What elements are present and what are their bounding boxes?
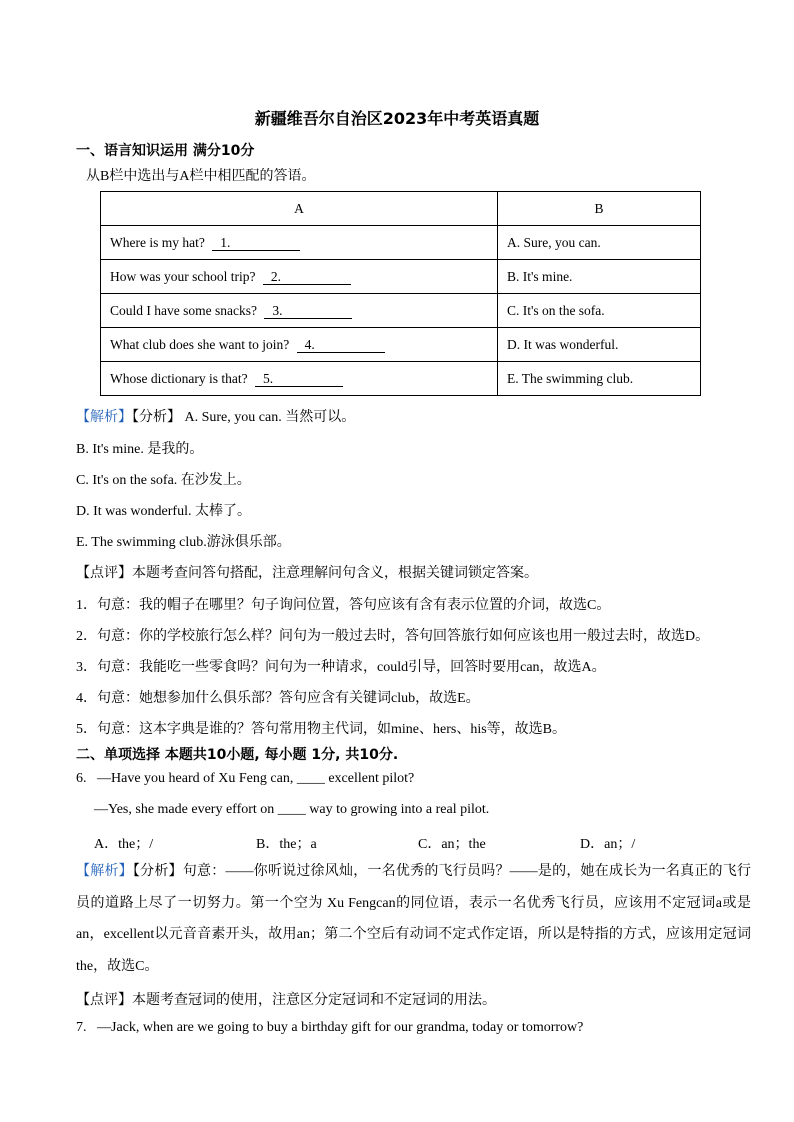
explanation-line: 3．句意：我能吃一些零食吗？问句为一种请求，could引导，回答时要用can，故选A。 [76, 660, 606, 675]
question-text: Whose dictionary is that? [110, 370, 248, 386]
analysis-text: A. Sure, you can. 当然可以。 [181, 410, 356, 425]
question-6-comment: 【点评】本题考查冠词的使用，注意区分定冠词和不定冠词的用法。 [76, 993, 496, 1008]
answer-blank[interactable]: 5. [255, 372, 343, 387]
question-cell [101, 362, 498, 396]
answer-blank[interactable]: 1. [212, 236, 300, 251]
header-a: A [101, 192, 498, 226]
table-row [101, 226, 701, 260]
answer-blank[interactable]: 4. [297, 338, 385, 353]
question-cell [101, 328, 498, 362]
option-b[interactable]: B．the；a [256, 837, 317, 852]
question-text: What club does she want to join? [110, 336, 290, 352]
header-b: B [498, 192, 701, 226]
question-7-line-1: 7. —Jack, when are we going to buy a birthday gift for our grandma, today or tomorrow? [76, 1020, 584, 1035]
question-cell [101, 226, 498, 260]
explanation-line: 5．句意：这本字典是谁的？答句常用物主代词，如mine、hers、his等，故选B。 [76, 722, 566, 737]
analysis-text: 【分析】句意：——你听说过徐风灿，一名优秀的飞行员吗？——是的，她在成长为一名真正的飞行员的道路上尽了一切努力。第一个空为 Xu Fengcan的同位语，表示一名优秀飞行员，应该用不定冠词a或是an，excellent以元音音素开头，故用an；第二个空后有动词不定式作定语，所以是特指的方式，应该用定冠词the，故选C。 [76, 864, 751, 974]
option-c[interactable]: C．an；the [418, 837, 486, 852]
table-row [101, 294, 701, 328]
answer-option: B. It's mine. [498, 260, 701, 294]
answer-option: A. Sure, you can. [498, 226, 701, 260]
explanation-line: 4．句意：她想参加什么俱乐部？答句应含有关键词club，故选E。 [76, 691, 480, 706]
analysis-tag: 【解析】 [76, 410, 132, 425]
option-a[interactable]: A．the；/ [94, 837, 154, 852]
table-row [101, 260, 701, 294]
question-cell [101, 260, 498, 294]
section-2-heading: 二、单项选择 本题共10小题, 每小题 1分, 共10分. [76, 747, 399, 763]
explanation-line: 1．句意：我的帽子在哪里？句子询问位置，答句应该有含有表示位置的介词，故选C。 [76, 598, 611, 613]
analysis-sub-tag: 【分析】 [132, 410, 181, 425]
question-cell [101, 294, 498, 328]
table-row [101, 328, 701, 362]
answer-option: D. It was wonderful. [498, 328, 701, 362]
question-text: Could I have some snacks? [110, 302, 257, 318]
analysis-tag: 【解析】 [76, 864, 133, 879]
page-title: 新疆维吾尔自治区2023年中考英语真题 [254, 109, 540, 128]
answer-option: E. The swimming club. [498, 362, 701, 396]
answer-blank[interactable]: 3. [264, 304, 352, 319]
analysis-line: B. It's mine. 是我的。 [76, 442, 204, 457]
analysis-line: D. It was wonderful. 太棒了。 [76, 504, 251, 519]
matching-table [100, 191, 701, 396]
matching-instruction: 从B栏中选出与A栏中相匹配的答语。 [86, 169, 316, 184]
analysis-line: C. It's on the sofa. 在沙发上。 [76, 473, 251, 488]
table-row [101, 362, 701, 396]
answer-blank[interactable]: 2. [263, 270, 351, 285]
question-text: Where is my hat? [110, 234, 205, 250]
question-6-line-1: 6. —Have you heard of Xu Feng can, ____ excellent pilot? [76, 771, 415, 786]
explanation-line: 2．句意：你的学校旅行怎么样？问句为一般过去时，答句回答旅行如何应该也用一般过去时，故选D。 [76, 629, 710, 644]
answer-option: C. It's on the sofa. [498, 294, 701, 328]
section-1-heading: 一、语言知识运用 满分10分 [76, 143, 255, 159]
analysis-line: E. The swimming club.游泳俱乐部。 [76, 535, 291, 550]
comment-line: 【点评】本题考查问答句搭配，注意理解问句含义，根据关键词锁定答案。 [76, 566, 538, 581]
analysis-first-line [76, 406, 355, 426]
question-6-analysis [76, 856, 751, 982]
question-6-line-2: —Yes, she made every effort on ____ way to growing into a real pilot. [94, 802, 490, 817]
option-d[interactable]: D．an；/ [580, 837, 636, 852]
table-header-row [101, 192, 701, 226]
question-text: How was your school trip? [110, 268, 256, 284]
